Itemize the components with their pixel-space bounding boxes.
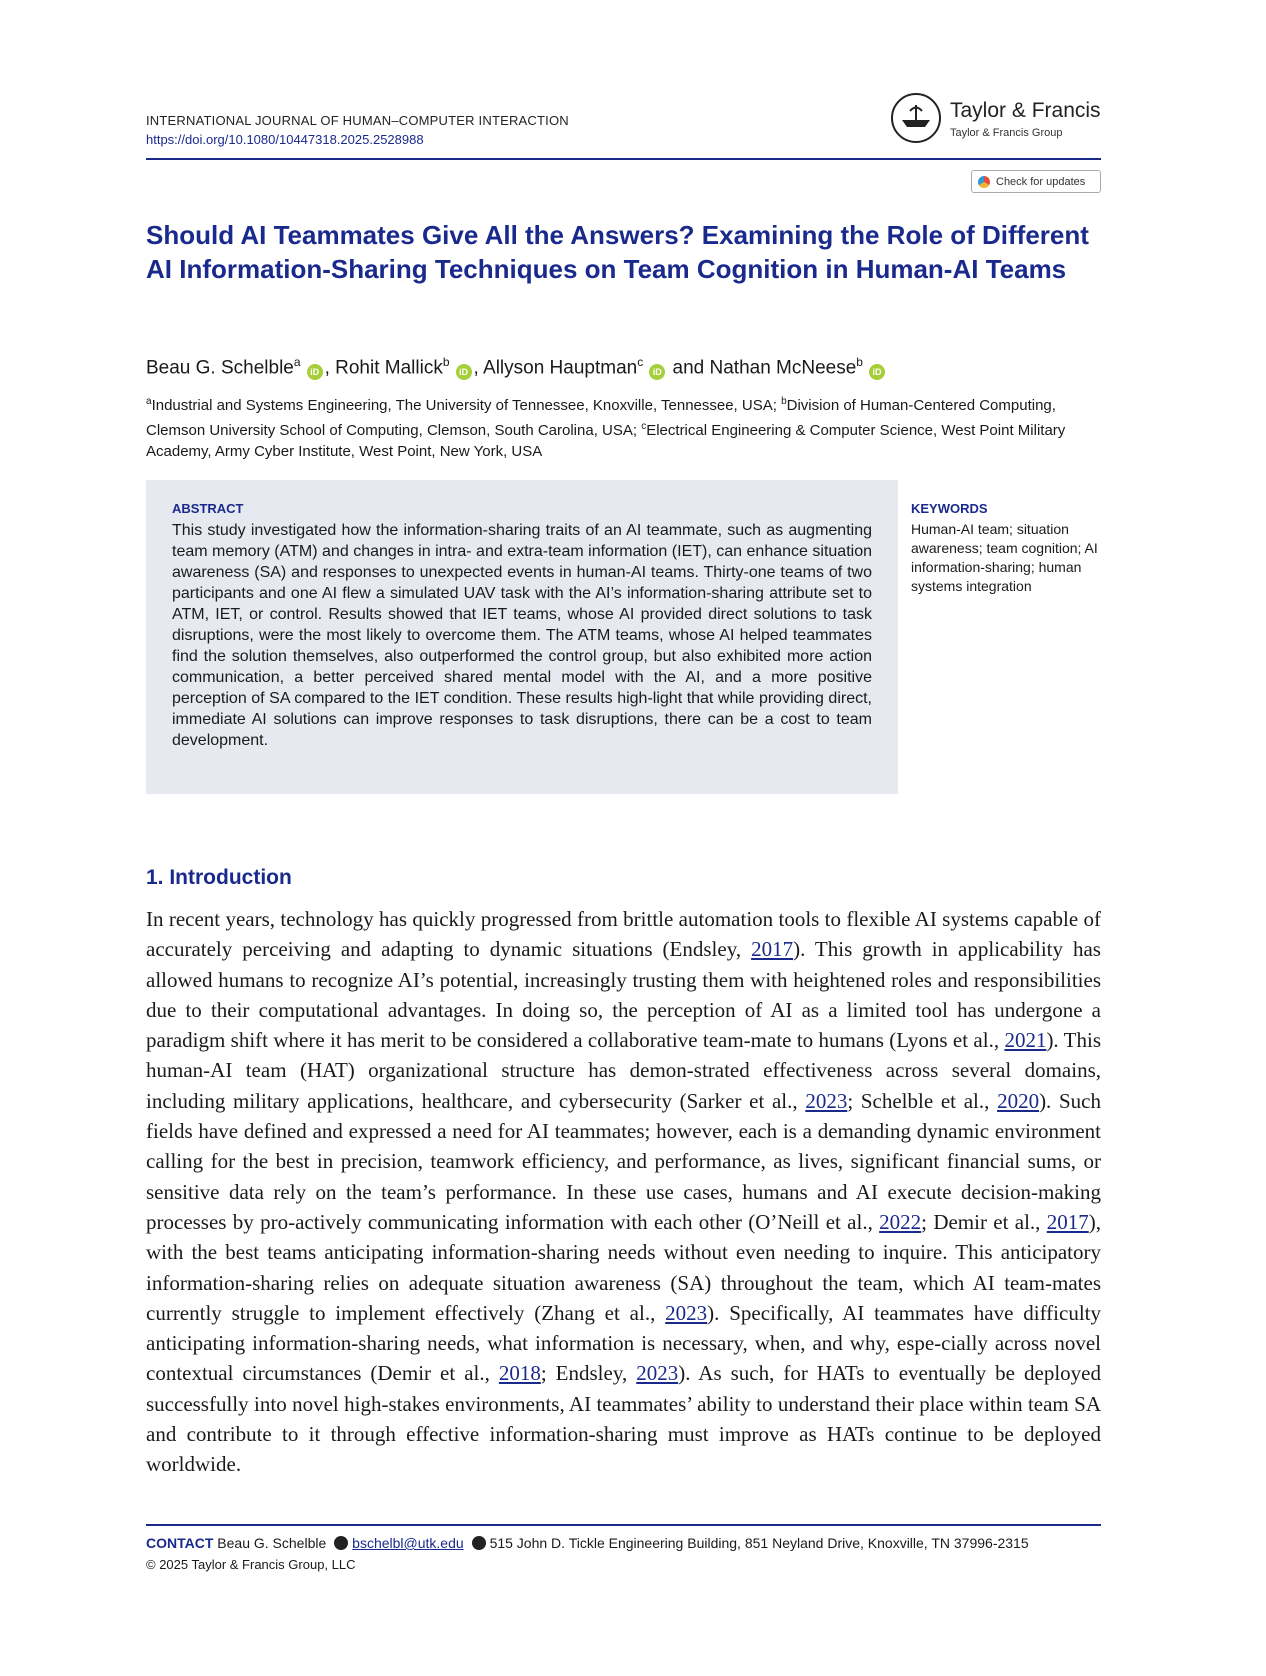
orcid-icon[interactable]: iD [869, 364, 885, 380]
orcid-icon[interactable]: iD [307, 364, 323, 380]
body-text-run: ). As such, for HATs to eventually be deployed successfully into novel high-stakes environments, AI teammates’ ability to understand their place within team SA and contribute to it through effective information-sharing must improve as HATs continue to be deployed worldwide. [146, 1361, 1101, 1477]
citation-link[interactable]: 2021 [1004, 1028, 1047, 1053]
citation-link[interactable]: 2023 [665, 1300, 708, 1325]
affiliations [146, 391, 1101, 462]
citation-link[interactable]: 2022 [879, 1209, 922, 1234]
email-icon [334, 1536, 348, 1550]
citation-link[interactable]: 2017 [1046, 1209, 1089, 1234]
body-text-run: ). Specifically, AI teammates have difficulty anticipating information-sharing needs, what information is necessary, when, and why, espe-cially across novel contextual circumstances (Demir et al., [146, 1300, 1101, 1386]
contact-address: 515 John D. Tickle Engineering Building, 851 Neyland Drive, Knoxville, TN 37996-2315 [489, 1535, 1029, 1551]
body-text-run: ), with the best teams anticipating information-sharing needs without even needing to inquire. This anticipatory information-sharing relies on adequate situation awareness (SA) throughout the team, which AI team-mates currently struggle to implement effectively (Zhang et al., [146, 1209, 1101, 1325]
affiliation-mark: b [781, 396, 787, 407]
article-title: Should AI Teammates Give All the Answers? Examining the Role of Different AI Information-Sharing Techniques on Team Cognition in Human-AI Teams [146, 220, 1089, 284]
author-affiliation-mark: b [442, 355, 450, 369]
author-affiliation-mark: c [637, 355, 644, 369]
citation-link[interactable]: 2018 [498, 1361, 541, 1386]
address-icon [472, 1536, 486, 1550]
affiliation-text: Electrical Engineering & Computer Science, West Point Military Academy, Army Cyber Institute, West Point, New York, USA [146, 422, 1066, 460]
check-for-updates-button[interactable] [971, 170, 1101, 193]
affiliation-text: Division of Human-Centered Computing, Clemson University School of Computing, Clemson, South Carolina, USA; [146, 397, 1056, 439]
publisher-name: Taylor & Francis [950, 99, 1101, 122]
keywords-heading: KEYWORDS [911, 501, 988, 516]
body-text-run: ). This human-AI team (HAT) organizational structure has demon-strated effectiveness across several domains, including military applications, healthcare, and cybersecurity (Sarker et al., [146, 1028, 1101, 1113]
author-separator: , [473, 357, 484, 379]
citation-link[interactable]: 2017 [751, 937, 794, 962]
author-name[interactable]: Rohit Mallick [335, 357, 443, 379]
contact-label: CONTACT [146, 1535, 214, 1551]
orcid-icon[interactable]: iD [456, 364, 472, 380]
affiliation-mark: c [641, 421, 647, 432]
section-heading-introduction: 1. Introduction [146, 866, 292, 889]
body-text-run: In recent years, technology has quickly progressed from brittle automation tools to flexible AI systems capable of accurately perceiving and adapting to dynamic situations (Endsley, [146, 907, 1101, 962]
journal-name: INTERNATIONAL JOURNAL OF HUMAN–COMPUTER INTERACTION [146, 113, 569, 128]
crossmark-icon [978, 176, 990, 188]
author-affiliation-mark: b [856, 355, 863, 369]
author-name[interactable]: Beau G. Schelble [146, 357, 294, 379]
affiliation-text: Industrial and Systems Engineering, The University of Tennessee, Knoxville, Tennessee, USA; [151, 397, 782, 414]
author-name[interactable]: Nathan McNeese [709, 357, 857, 379]
author-name[interactable]: Allyson Hauptman [483, 357, 638, 379]
publisher-logo[interactable] [891, 93, 1101, 149]
contact-name: Beau G. Schelble [217, 1535, 327, 1551]
introduction-body [146, 904, 1101, 1480]
abstract-text: This study investigated how the information-sharing traits of an AI teammate, such as augmenting team memory (ATM) and changes in intra- and extra-team information (IET), can enhance situation awareness (SA) and responses to unexpected events in human-AI teams. Thirty-one teams of two participants and one AI flew a simulated UAV task with the AI’s information-sharing attribute set to ATM, IET, or control. Results showed that IET teams, whose AI provided direct solutions to task disruptions, were the most likely to overcome them. The ATM teams, whose AI helped teammates find the solution themselves, also outperformed the control group, but also exhibited more action communication, a better perceived shared mental model with the AI, and a more positive perception of SA compared to the IET condition. These results high-light that while providing direct, immediate AI solutions can improve responses to task disruptions, there can be a cost to team development. [172, 522, 872, 749]
check-for-updates-label: Check for updates [996, 175, 1086, 188]
body-text-run: ). This growth in applicability has allowed humans to recognize AI’s potential, increasingly trusting them with heightened roles and responsibilities due to their computational advantages. In doing so, the perception of AI as a limited tool has undergone a paradigm shift where it has merit to be considered a collaborative team-mate to humans (Lyons et al., [146, 937, 1101, 1053]
body-text-run: ; Schelble et al., [847, 1088, 998, 1113]
author-separator: , [324, 357, 336, 379]
doi-link[interactable]: https://doi.org/10.1080/10447318.2025.2528988 [146, 132, 424, 147]
body-text-run: ; Endsley, [540, 1361, 637, 1386]
orcid-icon[interactable]: iD [649, 364, 665, 380]
contact-line [146, 1535, 1029, 1551]
abstract-heading: ABSTRACT [172, 501, 244, 516]
body-text-run: ; Demir et al., [921, 1209, 1047, 1234]
citation-link[interactable]: 2023 [636, 1361, 679, 1386]
body-text-run: ). Such fields have defined and expressed a need for AI teammates; however, each is a demanding dynamic environment calling for the best in precision, teamwork efficiency, and performance, as lives, significant financial sums, or sensitive data rely on the team’s performance. In these use cases, humans and AI execute decision-making processes by pro-actively communicating information with each other (O’Neill et al., [146, 1088, 1101, 1234]
citation-link[interactable]: 2023 [805, 1088, 848, 1113]
author-list [146, 349, 1101, 381]
footer-divider [146, 1524, 1101, 1526]
publisher-emblem-icon [891, 93, 941, 143]
copyright: © 2025 Taylor & Francis Group, LLC [146, 1557, 356, 1572]
author-separator: and [667, 357, 710, 379]
header-divider [146, 158, 1101, 160]
publisher-group: Taylor & Francis Group [950, 127, 1063, 139]
affiliation-mark: a [146, 396, 152, 407]
contact-email-link[interactable]: bschelbl@utk.edu [352, 1535, 464, 1551]
citation-link[interactable]: 2020 [997, 1088, 1040, 1113]
author-affiliation-mark: a [293, 355, 301, 369]
keywords-text: Human-AI team; situation awareness; team cognition; AI information-sharing; human systems integration [911, 521, 1098, 594]
